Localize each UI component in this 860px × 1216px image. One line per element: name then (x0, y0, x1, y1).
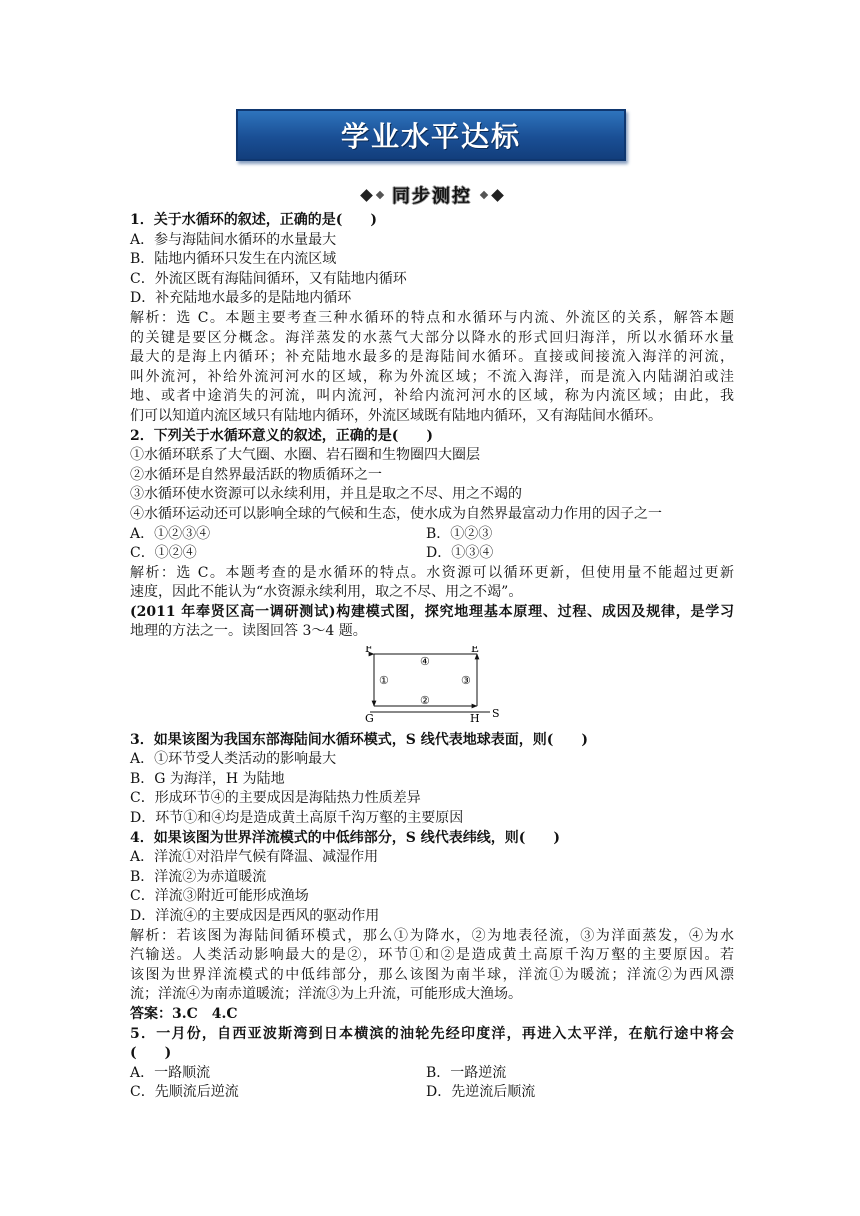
label-1: ① (379, 674, 389, 688)
q2-analysis-line: 速度，因此不能认为“水资源永续利用，取之不尽、用之不竭”。 (130, 584, 523, 601)
q1-option-a: A．参与海陆间水循环的水量最大 (130, 231, 337, 248)
question-3-stem: 3．如果该图为我国东部海陆间水循环模式，S 线代表地球表面，则( ) (130, 731, 588, 748)
q2-analysis-line: 解析：选 C。本题考查的是水循环的特点。水资源可以循环更新，但使用量不能超过更新 (130, 564, 734, 581)
q5-options-row (130, 1083, 734, 1103)
diamond-icon (360, 189, 373, 202)
q2-options-row (130, 544, 734, 564)
q3-option-d: D．环节①和④均是造成黄土高原千沟万壑的主要原因 (130, 810, 464, 827)
q3-option-a: A．①环节受人类活动的影响最大 (130, 751, 337, 768)
diamond-icon (376, 191, 384, 199)
diamond-icon (491, 189, 504, 202)
document-body (130, 211, 734, 1103)
q2-statement: ④水循环运动还可以影响全球的气候和生态，使水成为自然界最富动力作用的因子之一 (130, 505, 662, 522)
q2-option-a: A．①②③④ (130, 525, 211, 542)
q1-analysis-line: 的关键是要区分概念。海洋蒸发的水蒸气大部分以降水的形式回归海洋，所以水循环水量 (130, 329, 734, 346)
answer-line: 答案：3.C 4.C (130, 1005, 238, 1022)
q5-options-row (130, 1064, 734, 1084)
q1-option-c: C．外流区既有海陆间循环，又有陆地内循环 (130, 270, 407, 287)
q4-analysis-line: 解析：若该图为海陆间循环模式，那么①为降水，②为地表径流，③为洋面蒸发，④为水 (130, 927, 734, 944)
question-1-stem: 1．关于水循环的叙述，正确的是( ) (130, 212, 377, 228)
q3-option-b: B．G 为海洋，H 为陆地 (130, 770, 285, 787)
section-banner (236, 109, 626, 161)
q1-analysis-line: 解析：选 C。本题主要考查三种水循环的特点和水循环与内流、外流区的关系，解答本题 (130, 309, 734, 326)
subheading-title: 同步测控 (392, 186, 472, 207)
q4-analysis-line: 该图为世界洋流模式的中低纬部分，那么该图为南半球，洋流①为暖流；洋流②为西风漂 (130, 966, 734, 983)
q3-4-intro-line: 地理的方法之一。读图回答 3～4 题。 (130, 623, 367, 640)
section-subheading (340, 183, 524, 207)
q1-option-d: D．补充陆地水最多的是陆地内循环 (130, 290, 352, 307)
label-e: E (471, 646, 480, 656)
q4-analysis-line: 流；洋流④为南赤道暖流；洋流③为上升流，可能形成大渔场。 (130, 986, 522, 1003)
diamond-icon (480, 191, 488, 199)
q4-analysis-line: 汽输送。人类活动影响最大的是②，环节①和②是造成黄土高原千沟万壑的主要原因。若 (130, 947, 734, 964)
question-4-stem: 4．如果该图为世界洋流模式的中低纬部分，S 线代表纬线，则( ) (130, 829, 560, 846)
q2-option-c: C．①②④ (130, 545, 197, 562)
q1-analysis-line: 叫外流河，补给外流河河水的区域，称为外流区域；不流入海洋，而是流入内陆湖泊或洼 (130, 368, 734, 385)
label-2: ② (420, 694, 430, 708)
q2-options-row (130, 525, 734, 545)
q5-option-d: D．先逆流后顺流 (426, 1084, 536, 1101)
label-g: G (365, 712, 374, 725)
q5-option-b: B．一路逆流 (426, 1064, 507, 1081)
cycle-diagram (365, 646, 505, 724)
q5-option-c: C．先顺流后逆流 (130, 1084, 239, 1101)
label-3: ③ (461, 674, 471, 688)
label-s: S (492, 707, 500, 721)
q4-option-a: A．洋流①对沿岸气候有降温、减湿作用 (130, 849, 379, 866)
banner-title: 学业水平达标 (340, 120, 521, 153)
q1-analysis-line: 地、或者中途消失的河流，叫内流河，补给内流河河水的区域，称为内流区域；由此，我 (130, 388, 734, 405)
q2-statement: ②水循环是自然界最活跃的物质循环之一 (130, 466, 382, 483)
q3-option-c: C．形成环节④的主要成因是海陆热力性质差异 (130, 790, 421, 807)
q1-analysis-line: 们可以知道内流区域只有陆地内循环，外流区域既有陆地内循环，又有海陆间水循环。 (130, 407, 662, 424)
label-f: F (365, 646, 373, 656)
q4-option-c: C．洋流③附近可能形成渔场 (130, 888, 309, 905)
label-h: H (470, 712, 480, 725)
q4-option-d: D．洋流④的主要成因是西风的驱动作用 (130, 908, 380, 924)
q5-option-a: A．一路顺流 (130, 1064, 211, 1081)
label-4: ④ (420, 655, 430, 669)
question-2-stem: 2．下列关于水循环意义的叙述，正确的是( ) (130, 427, 433, 444)
q1-option-b: B．陆地内循环只发生在内流区域 (130, 251, 337, 268)
q2-option-b: B．①②③ (426, 525, 493, 542)
q3-4-intro-line: (2011 年奉贤区高一调研测试)构建模式图，探究地理基本原理、过程、成因及规律，是学习 (130, 603, 734, 620)
question-5-stem: 5．一月份，自西亚波斯湾到日本横滨的油轮先经印度洋，再进入太平洋，在航行途中将会 (130, 1025, 734, 1042)
q2-statement: ③水循环使水资源可以永续利用，并且是取之不尽、用之不竭的 (130, 486, 522, 503)
question-5-stem-cont: ( ) (130, 1045, 172, 1062)
q4-option-b: B．洋流②为赤道暖流 (130, 868, 267, 885)
q2-option-d: D．①③④ (426, 545, 494, 562)
q1-analysis-line: 最大的是海上内循环；补充陆地水最多的是海陆间水循环。直接或间接流入海洋的河流， (130, 349, 734, 366)
q2-statement: ①水循环联系了大气圈、水圈、岩石圈和生物圈四大圈层 (130, 447, 480, 464)
